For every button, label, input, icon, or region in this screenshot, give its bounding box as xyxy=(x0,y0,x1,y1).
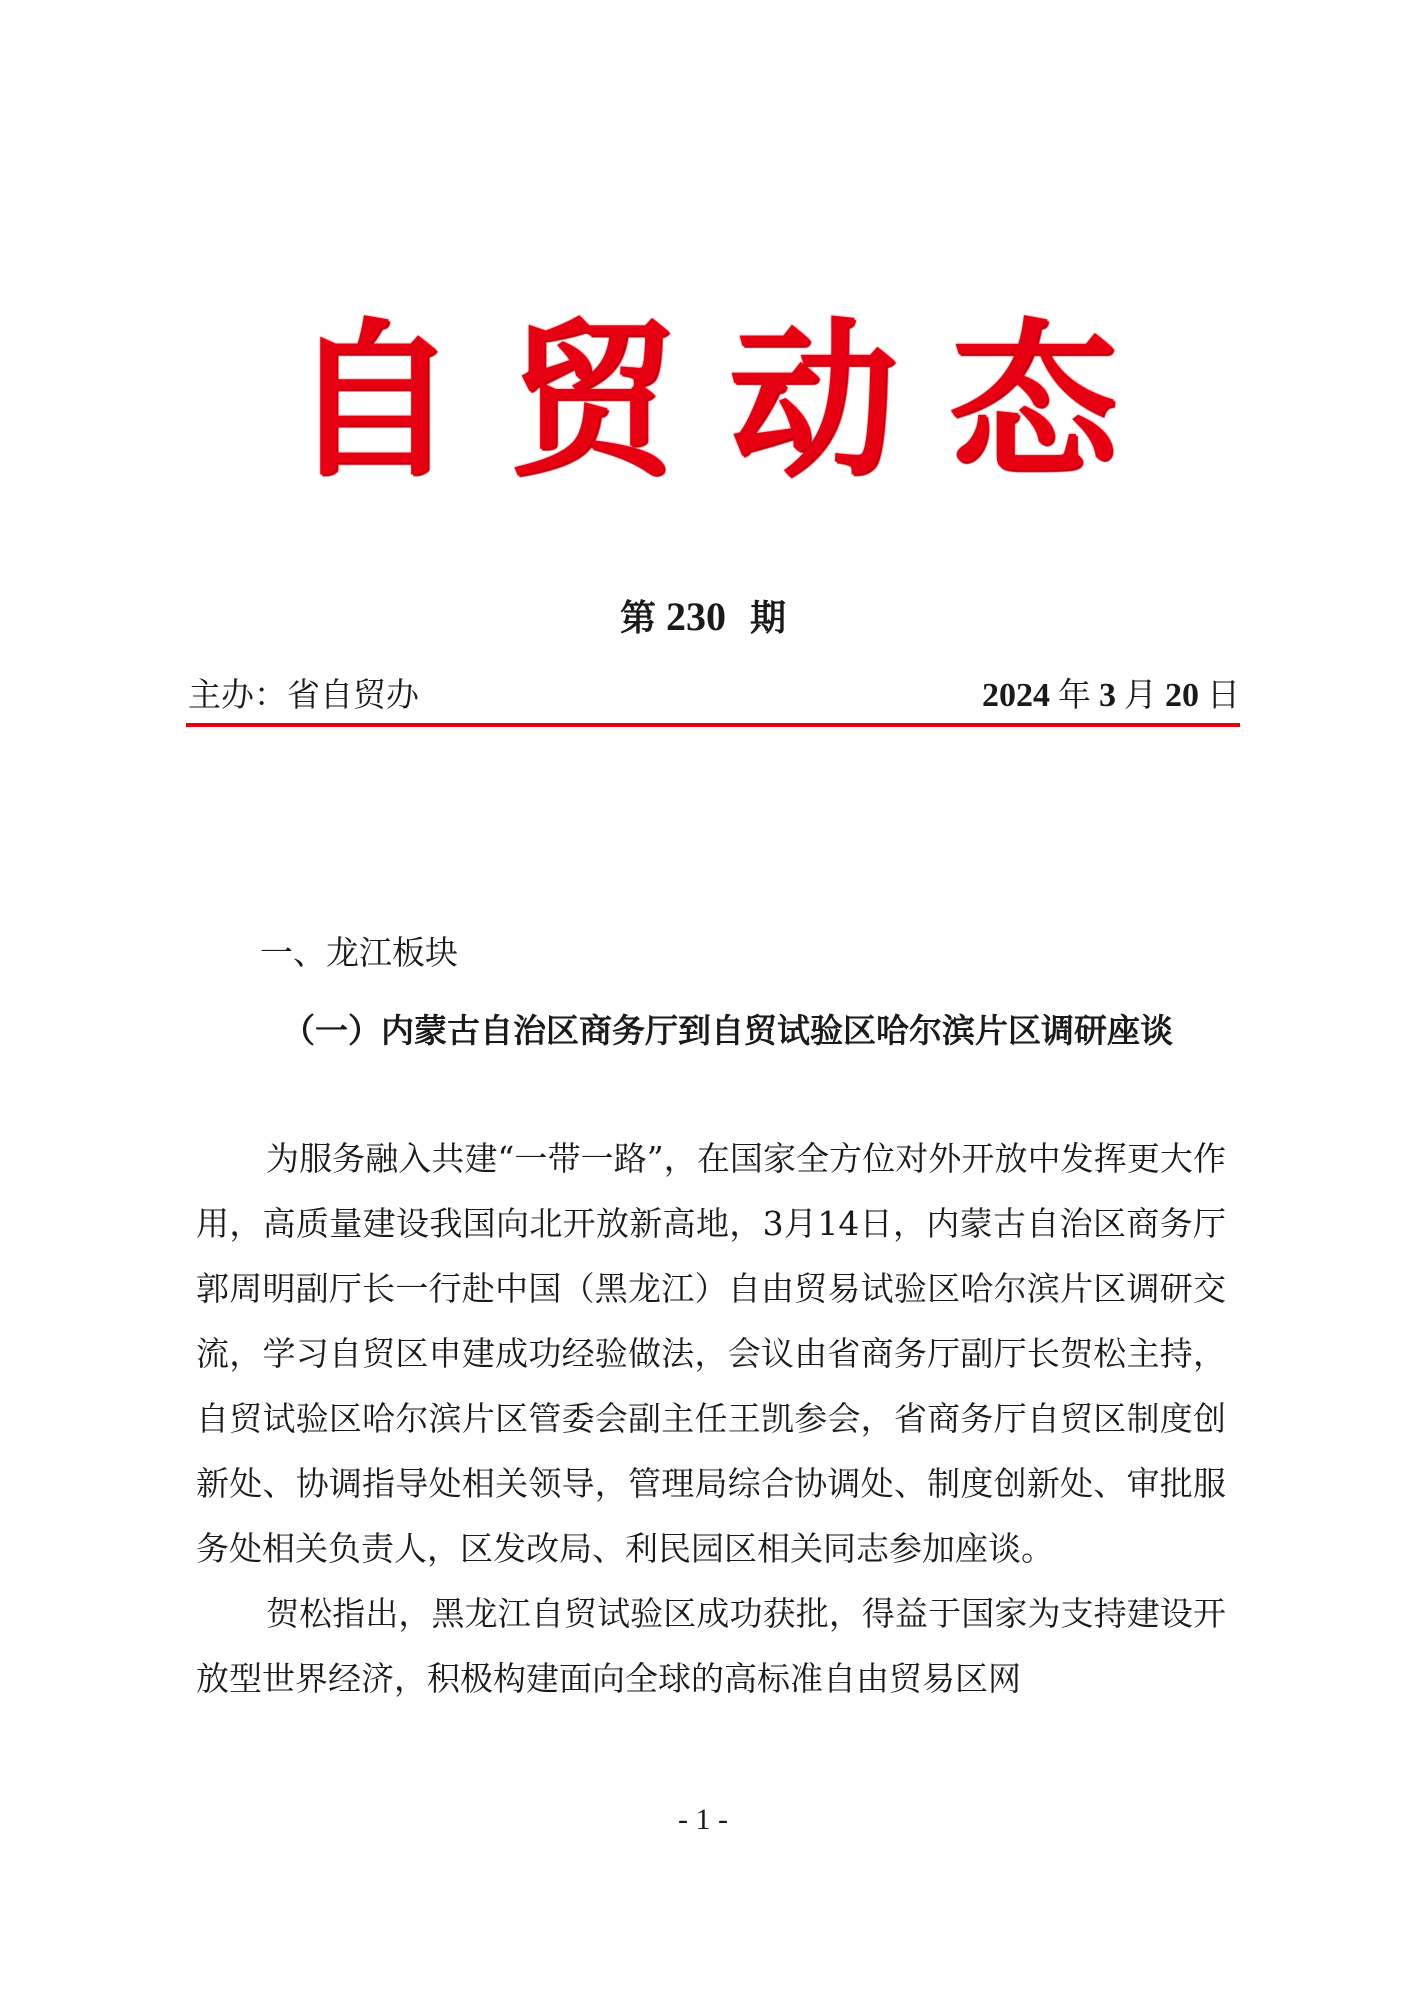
page-number: - 1 - xyxy=(678,1803,728,1836)
masthead-title: 自贸动态 xyxy=(289,301,1169,499)
date-day-unit: 日 xyxy=(1207,675,1240,714)
paragraph: 为服务融入共建“一带一路”，在国家全方位对外开放中发挥更大作用，高质量建设我国向北开放新高地，3月14日，内蒙古自治区商务厅郭周明副厅长一行赴中国（黑龙江）自由贸易试验区哈尔滨片区调研交流，学习自贸区申建成功经验做法，会议由省商务厅副厅长贺松主持，自贸试验区哈尔滨片区管委会副主任王凯参会，省商务厅自贸区制度创新处、协调指导处相关领导，管理局综合协调处、制度创新处、审批服务处相关负责人，区发改局、利民园区相关同志参加座谈。 xyxy=(196,1139,1226,1568)
date-month-unit: 月 xyxy=(1124,675,1157,714)
section-heading: 一、龙江板块 xyxy=(260,933,458,972)
red-divider xyxy=(186,723,1240,727)
date-day: 20 xyxy=(1165,677,1199,714)
issue-prefix: 第 xyxy=(619,597,656,639)
issue-suffix: 期 xyxy=(750,597,787,639)
issue-num: 230 xyxy=(666,594,726,639)
issue-date xyxy=(982,670,1240,721)
date-year-unit: 年 xyxy=(1058,675,1091,714)
date-year: 2024 xyxy=(982,677,1050,714)
header-row xyxy=(188,670,1240,720)
sponsor-label: 主办：省自贸办 xyxy=(188,675,419,714)
paragraph: 贺松指出，黑龙江自贸试验区成功获批，得益于国家为支持建设开放型世界经济，积极构建面向全球的高标准自由贸易区网 xyxy=(196,1594,1226,1698)
issue-number xyxy=(0,592,1406,643)
article-body xyxy=(196,1126,1226,1711)
date-month: 3 xyxy=(1099,677,1116,714)
article-title: （一）内蒙古自治区商务厅到自贸试验区哈尔滨片区调研座谈 xyxy=(282,1011,1173,1050)
